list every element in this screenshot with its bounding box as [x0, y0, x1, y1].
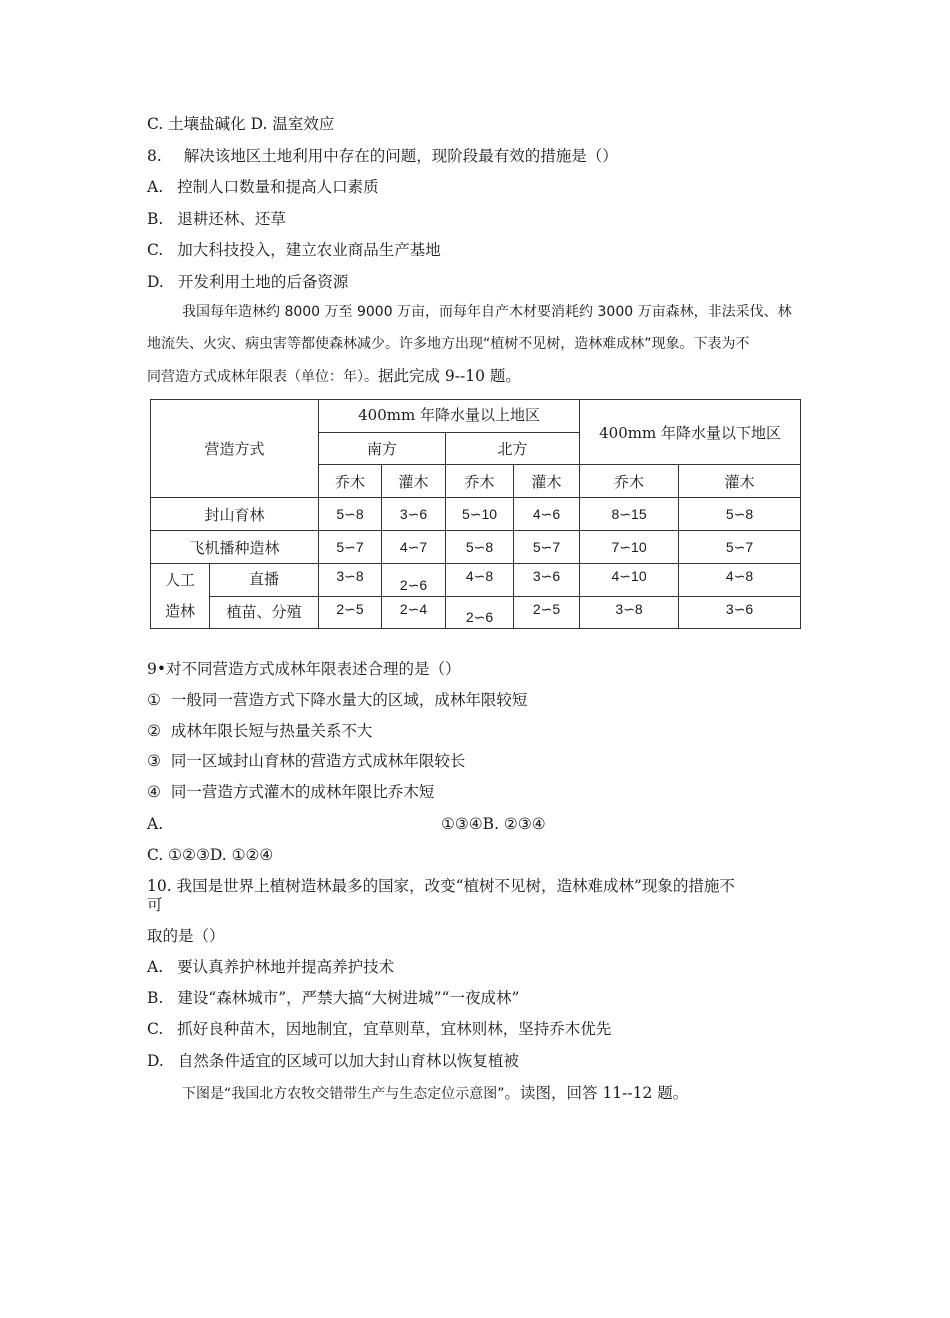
table-cell: 3∽6 [382, 498, 446, 531]
table-cell: 2∽6 [446, 597, 514, 629]
q10-option-a: A. 要认真养护林地并提高养护技术 [147, 958, 395, 976]
q8-option-c: C. 加大科技投入，建立农业商品生产基地 [147, 241, 441, 259]
table-cell: 5∽8 [446, 531, 514, 564]
header-tree: 乔木 [580, 465, 679, 498]
q9-item-1: ① 一般同一营造方式下降水量大的区域，成林年限较短 [147, 691, 528, 709]
table-cell: 5∽10 [446, 498, 514, 531]
table-cell: 4∽10 [580, 564, 679, 597]
table-cell: 2∽5 [514, 597, 580, 629]
table-cell: 5∽8 [319, 498, 382, 531]
q10-option-c: C. 抓好良种苗木，因地制宜，宜草则草，宜林则林，坚持乔木优先 [147, 1020, 612, 1038]
row-label: 封山育林 [151, 498, 319, 531]
q8-option-a: A. 控制人口数量和提高人口素质 [147, 178, 379, 196]
table-cell: 7∽10 [580, 531, 679, 564]
header-method: 营造方式 [151, 400, 319, 498]
q10-option-d: D. 自然条件适宜的区域可以加大封山育林以恢复植被 [147, 1052, 519, 1070]
header-tree: 乔木 [446, 465, 514, 498]
afforestation-table [150, 399, 801, 629]
table-cell: 3∽8 [319, 564, 382, 597]
header-shrub: 灌木 [679, 465, 801, 498]
row-label: 飞机播种造林 [151, 531, 319, 564]
table-cell: 2∽6 [382, 564, 446, 597]
table-cell: 5∽8 [679, 498, 801, 531]
table-cell: 3∽6 [514, 564, 580, 597]
row-label: 直播 [210, 564, 319, 597]
table-cell: 4∽8 [679, 564, 801, 597]
artificial-label [151, 564, 210, 629]
table-cell: 3∽6 [679, 597, 801, 629]
next-intro [182, 1083, 688, 1104]
q8-option-d: D. 开发利用土地的后备资源 [147, 273, 349, 291]
table-cell: 8∽15 [580, 498, 679, 531]
artificial-label-2: 造林 [164, 602, 195, 620]
q9-option-cd: C. ①②③D. ①②④ [147, 846, 274, 864]
q8-number: 8. [147, 147, 162, 165]
table-cell: 5∽7 [514, 531, 580, 564]
header-above-400mm: 400mm 年降水量以上地区 [319, 400, 580, 433]
table-cell: 2∽4 [382, 597, 446, 629]
q7-options-cd: C. 土壤盐碱化 D. 温室效应 [147, 115, 335, 133]
q8-option-b: B. 退耕还林、还草 [147, 210, 286, 228]
intro-line-3a: 同营造方式成林年限表（单位：年）。 [147, 369, 378, 385]
q10-stem-1: 10. 我国是世界上植树造林最多的国家，改变“植树不见树，造林难成林”现象的措施不 [147, 877, 735, 895]
intro-line-3b: 据此完成 9--10 题。 [378, 367, 521, 385]
next-intro-a: 下图是“我国北方农牧交错带生产与生态定位示意图” [182, 1086, 505, 1102]
q9-option-ab: ①③④B. ②③④ [441, 815, 546, 833]
table-row [151, 531, 801, 564]
q10-option-b: B. 建设“森林城市”，严禁大搞“大树进城”“一夜成林” [147, 989, 520, 1007]
header-tree: 乔木 [319, 465, 382, 498]
table-cell: 4∽6 [514, 498, 580, 531]
intro-line-1: 我国每年造林约 8000 万至 9000 万亩，而每年自产木材要消耗约 3000 万亩森林，非法采伐、林 [182, 304, 792, 320]
artificial-label-1: 人工 [164, 571, 195, 589]
q8-stem [147, 146, 618, 166]
table-cell: 5∽7 [319, 531, 382, 564]
q9-item-2: ② 成林年限长短与热量关系不大 [147, 722, 373, 740]
table-cell: 2∽5 [319, 597, 382, 629]
table-row [151, 564, 801, 597]
next-intro-b: 。读图，回答 11--12 题。 [504, 1084, 689, 1102]
q10-stem-2: 可 [147, 896, 163, 914]
table-row [151, 597, 801, 629]
table-row [151, 498, 801, 531]
header-shrub: 灌木 [382, 465, 446, 498]
header-shrub: 灌木 [514, 465, 580, 498]
header-north: 北方 [446, 433, 580, 465]
header-below-400mm: 400mm 年降水量以下地区 [580, 400, 801, 465]
q9-item-3: ③ 同一区域封山育林的营造方式成林年限较长 [147, 752, 466, 770]
q9-item-4: ④ 同一营造方式灌木的成林年限比乔木短 [147, 783, 435, 801]
header-south: 南方 [319, 433, 446, 465]
q8-stem-text: 解决该地区土地利用中存在的问题，现阶段最有效的措施是（） [183, 147, 618, 165]
q9-stem: 9•对不同营造方式成林年限表述合理的是（） [147, 660, 461, 678]
table-cell: 4∽7 [382, 531, 446, 564]
row-label: 植苗、分殖 [210, 597, 319, 629]
table-cell: 4∽8 [446, 564, 514, 597]
table-cell: 3∽8 [580, 597, 679, 629]
q9-option-a-label: A. [147, 815, 164, 833]
intro-line-3 [147, 366, 521, 387]
intro-line-2: 地流失、火灾、病虫害等都使森林减少。许多地方出现“植树不见树，造林难成林”现象。下表为不 [147, 336, 750, 352]
q10-stem-3: 取的是（） [147, 927, 225, 945]
table-cell: 5∽7 [679, 531, 801, 564]
